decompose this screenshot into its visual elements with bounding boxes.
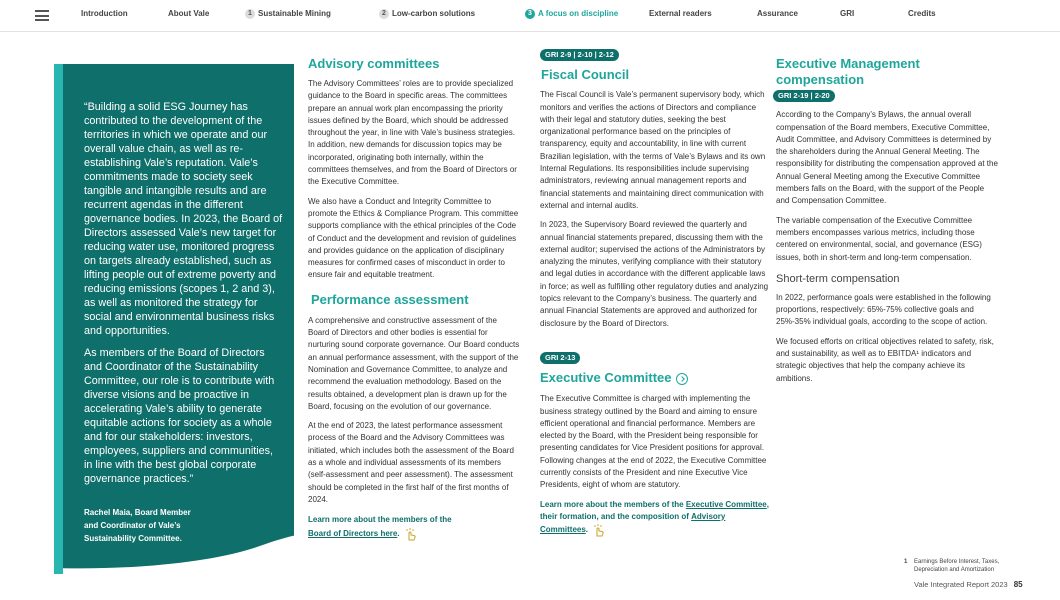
panel-wave-decoration: [54, 534, 294, 574]
section-title-performance-assessment: Performance assessment: [311, 291, 469, 307]
paragraph: The Advisory Committees’ roles are to provide specialized guidance to the Board in specific areas. The committees prepare an annual work plan encompassing the priority issues defined by the Board, which should be addressed throughout the year, in line with Vale’s business strategies. In addition, new demands for discussion topics may be incorporated, originating both internally, within the committees themselves, and from the Board of Directors or the Executive Committee.: [308, 79, 517, 187]
paragraph: In 2023, the Supervisory Board reviewed the quarterly and annual financial statements prepared, discussing them with the external auditor; supervised the actions of the Administrators by analyzing the minutes, verifying compliance with their statutory and legal duties in accordance with the different applicable laws in force; as well as fulfilling other regulatory duties and analyzing topics relevant to the Company’s business. The quarterly and annual Financial Statements are approved and authorized for disclosure by the Board of Directors.: [540, 220, 769, 328]
nav-item-about-vale[interactable]: About Vale: [168, 9, 210, 18]
nav-item-low-carbon-solutions[interactable]: 2 Low-carbon solutions: [379, 9, 475, 19]
paragraph: The Executive Committee is charged with implementing the business strategy outlined by the Board and aiming to ensure efficient operational and financial performance. Members are elected by the Board, with the President being responsible for presenting candidates for Vice President positions for approval. Following changes at the end of 2022, the Executive Committee currently consists of the President and nine Executive Vice Presidents, eight of whom are statutory.: [540, 394, 767, 490]
footnote: 1 Earnings Before Interest, Taxes, Depreciation and Amortization: [904, 559, 1000, 573]
board-members-link-paragraph: Learn more about the members of the Board of Directors here.: [308, 514, 520, 540]
page-footer: [914, 580, 1023, 589]
nav-item-assurance[interactable]: Assurance: [757, 9, 798, 18]
quote-text: [84, 100, 284, 494]
paragraph: The Fiscal Council is Vale’s permanent supervisory body, which monitors and verifies the actions of Directors and compliance with their legal and statutory duties, seeking the best organizational performance based on the principles of transparency, equity and accountability, in line with current Brazilian legislation, with the terms of Vale’s Bylaws and its own Internal Regulations. Its responsibilities include supervising administrators, reviewing annual management reports and financial statements and maintaining direct communication with external and internal audits.: [540, 90, 766, 210]
section-title-executive-committee: Executive Committee: [540, 370, 769, 386]
paragraph: At the end of 2023, the latest performance assessment process of the Board and the Advisory Committees was initiated, which includes both the assessment of the Board as a whole and individual assessments of its members (self-assessment and peer assessment). The assessment should be completed in the first half of the first months of 2024.: [308, 421, 514, 504]
paragraph: In 2022, performance goals were established in the following proportions, respectively: 65%-75% collective goals and 25%-35% individual goals, according to the scope of action.: [776, 292, 991, 327]
quote-panel: [54, 64, 294, 574]
menu-icon[interactable]: [35, 10, 49, 21]
column-councils: [540, 49, 769, 544]
pointer-hand-icon: [592, 523, 606, 537]
section-title-executive-compensation: Executive Management compensation: [776, 56, 920, 87]
paragraph: According to the Company’s Bylaws, the annual overall compensation of the Board members, Executive Committee, Audit Committee, and Advisory Committees is determined by the shareholders during the Annual General Meeting. The responsibility for distributing the compensation approved at the Annual General Meeting among the Executive Committee members falls on the Board, with the support of the People and Compensation Committee.: [776, 110, 998, 206]
section-title-fiscal-council: Fiscal Council: [541, 67, 630, 83]
top-navigation: [0, 0, 1060, 32]
nav-item-a-focus-on-discipline[interactable]: 3 A focus on discipline: [525, 9, 618, 19]
column-governance: [308, 56, 520, 548]
quote-paragraph: “Building a solid ESG Journey has contributed to the development of the territories in which we operate and our overall value chain, as well as re-establishing Vale’s reputation. Vale’s commitments made to society seek tangible and intangible results and are recurrent agendas in the different governance bodies. In 2023, the Board of Directors assessed Vale’s new target for reducing water use, monitored progress on targets already established, such as lifting people out of extreme poverty and reducing emissions (scopes 1, 2 and 3), as well as monitored the strategy for social and environmental business risks and opportunities.: [84, 101, 283, 337]
board-of-directors-link[interactable]: Board of Directors here: [308, 528, 398, 538]
paragraph: We focused efforts on critical objectives related to safety, risk, and sustainability, as well as to EBITDA¹ indicators and strategic objectives that help the company achieve its ambitions.: [776, 336, 994, 383]
executive-members-link-paragraph: Learn more about the members of the Executive Committee, their formation, and the composition of Advisory Committees.: [540, 499, 769, 538]
gri-badge: GRI 2-13: [540, 352, 580, 364]
quote-author: Rachel Maia, Board Member and Coordinator of Vale’s Sustainability Committee.: [84, 508, 191, 543]
advisory-committees-link[interactable]: Advisory Committees: [540, 511, 726, 535]
nav-item-gri[interactable]: GRI: [840, 9, 855, 18]
nav-item-external-readers[interactable]: External readers: [649, 9, 712, 18]
nav-item-sustainable-mining[interactable]: 1 Sustainable Mining: [245, 9, 331, 19]
nav-item-introduction[interactable]: Introduction: [81, 9, 128, 18]
paragraph: A comprehensive and constructive assessment of the Board of Directors and other bodies is essential for nurturing sound corporate governance. Our Board conducts an annual performance assessment, with the support of the Nomination and Governance Committee, to analyze and recommend the evaluation methodology. Based on the results obtained, a development plan is drawn up for the Board, focusing on the evolution of our governance.: [308, 315, 520, 411]
page-number: 85: [1013, 580, 1023, 589]
report-title: Vale Integrated Report 2023: [914, 580, 1008, 589]
quote-paragraph: As members of the Board of Directors and Coordinator of the Sustainability Committee, our role is to contribute with diverse visions and be proactive in accelerating Vale’s ability to generate equitable actions for society as a whole and for our stakeholders: investors, employees, suppliers and communities, in line with the best global corporate governance practices.”: [84, 347, 275, 485]
paragraph: The variable compensation of the Executive Committee members encompasses various metrics, including those centered on environmental, social, and governance (ESG) issues, both in short-term and long-term compensation.: [776, 215, 982, 262]
nav-item-credits[interactable]: Credits: [908, 9, 936, 18]
executive-committee-link[interactable]: Executive Committee: [685, 499, 767, 509]
paragraph: We also have a Conduct and Integrity Committee to promote the Ethics & Compliance Program. This committee supports compliance with the ethical principles of the Code of Conduct and the development and revision of guidelines and provides guidance on the application of disciplinary measures for confirmed cases of misconduct in order to ensure fair and equitable treatment.: [308, 196, 519, 280]
gri-badge: GRI 2-19 | 2-20: [773, 90, 835, 102]
subsection-title-short-term-compensation: Short-term compensation: [776, 272, 900, 285]
arrow-circle-icon[interactable]: [676, 373, 688, 385]
pointer-hand-icon: [404, 527, 418, 541]
column-compensation: [776, 56, 998, 392]
gri-badge: GRI 2-9 | 2-10 | 2-12: [540, 49, 619, 61]
section-title-advisory-committees: Advisory committees: [308, 56, 440, 71]
